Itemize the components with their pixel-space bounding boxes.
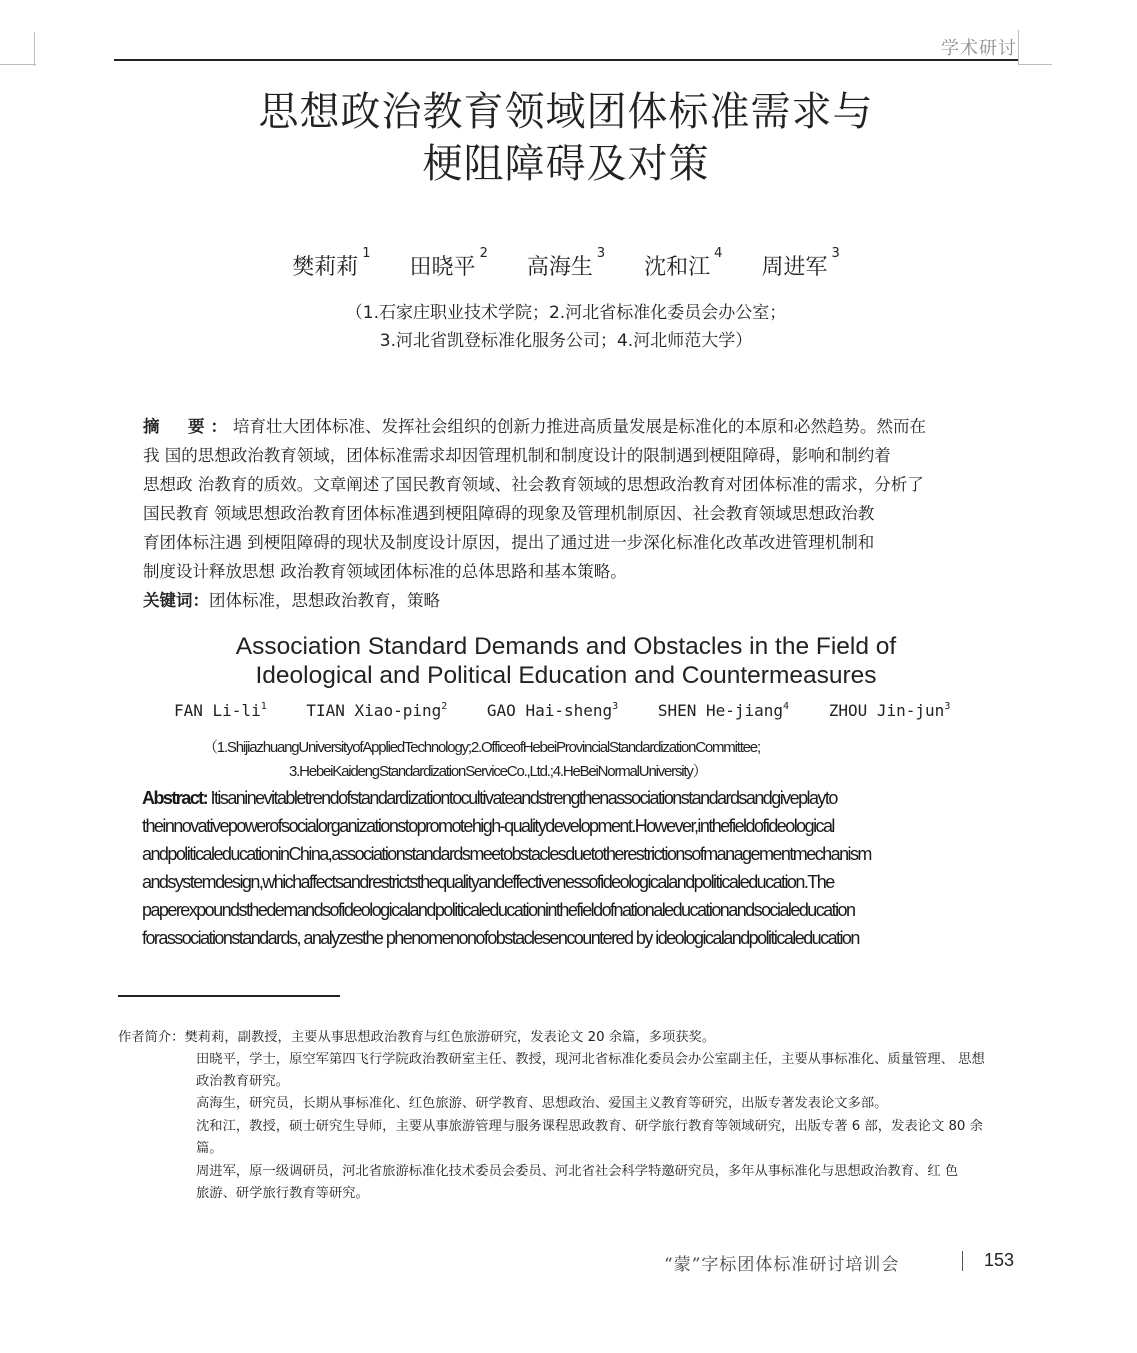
en-affiliation-line-2: 3.HebeiKaidengStandardizationServiceCo.,Ltd.;4.HeBeiNormalUniversity） (289, 763, 707, 780)
author-affiliation-mark: 4 (714, 246, 723, 261)
bio-entry: 沈和江，教授，硕士研究生导师，主要从事旅游管理与服务课程思政教育、研学旅行教育等领域研究，出版专著 6 部，发表论文 80 余 (196, 1119, 983, 1134)
author-name: 沈和江 (644, 255, 711, 280)
author (761, 246, 840, 281)
section-tag: 学术研讨 (941, 38, 1017, 59)
en-abstract-line: theinnovativepowerofsocialorganizationstopromotehigh-qualitydevelopment.However,inthefieldofideological (142, 816, 834, 836)
abstract-cn-line: 我 国的思想政治教育领域，团体标准需求却因管理机制和制度设计的限制遇到梗阻障碍，影响和制约着 (143, 446, 891, 465)
abstract-cn-label: 摘 要： (143, 417, 233, 436)
bio-entry: 篇。 (196, 1141, 223, 1156)
en-author-list (174, 701, 980, 720)
en-title-line-2: Ideological and Political Education and Countermeasures (255, 662, 877, 689)
author (409, 246, 488, 281)
author-name: 樊莉莉 (292, 255, 359, 280)
abstract-cn-line: 国民教育 领域思想政治教育团体标准遇到梗阻障碍的现象及管理机制原因、社会教育领域思想政治教 (143, 504, 875, 523)
affiliation-line-2: 3.河北省凯登标准化服务公司；4.河北师范大学） (379, 331, 753, 351)
bio-label: 作者简介： (118, 1030, 185, 1045)
page-number: 153 (984, 1250, 1015, 1270)
footer-separator (962, 1251, 963, 1271)
en-abstract-line: andsystemdesign,whichaffectsandrestrictsthequalityandeffectivenessofideologicalandpoliticaleducation.The (142, 872, 834, 892)
crop-mark-left (34, 32, 35, 66)
en-title-line-1: Association Standard Demands and Obstacles in the Field of (235, 633, 897, 660)
en-affiliation-line-1: （1.ShijiazhuangUniversityofAppliedTechnology;2.OfficeofHebeiProvincialStandardizationCommittee; (203, 739, 760, 756)
keywords (143, 587, 440, 611)
author (526, 246, 606, 281)
abstract-cn-line: 育团体标注遇 到梗阻障碍的现状及制度设计原因，提出了通过进一步深化标准化改革改进管理机制和 (143, 533, 875, 552)
en-author: ZHOU Jin-jun$^3$ (828, 701, 951, 720)
crop-mark-right (1018, 30, 1019, 64)
bio-entry: 政治教育研究。 (196, 1074, 290, 1089)
abstract-cn (143, 412, 1003, 586)
en-author: FAN $Li-li^1$ (174, 701, 267, 720)
author-name: 田晓平 (409, 255, 476, 280)
bio-entry: 作者简介：樊莉莉，副教授，主要从事思想政治教育与红色旅游研究，发表论文 20 余篇，多项获奖。 (118, 1030, 716, 1045)
author-list (114, 246, 1018, 281)
en-abstract (142, 784, 1002, 952)
abstract-cn-line: 制度设计释放思想 政治教育领域团体标准的总体思路和基本策略。 (143, 562, 627, 581)
affiliation-line-1: （1.石家庄职业技术学院；2.河北省标准化委员会办公室； (345, 303, 787, 323)
abstract-cn-line: 思想政 治教育的质效。文章阐述了国民教育领域、社会教育领域的思想政治教育对团体标准的需求，分析了 (143, 475, 924, 494)
author-name: 高海生 (526, 255, 593, 280)
en-abstract-line: andpoliticaleducationinChina,associationstandardsmeetobstaclesduetotherestrictionsofmanagementmechanism (142, 844, 871, 864)
en-abstract-line: paperexpoundsthedemandsofideologicalandpoliticaleducationinthefieldofnationaleducationandsocialeducation (142, 900, 855, 920)
bio-entry: 周进军，原一级调研员，河北省旅游标准化技术委员会委员、河北省社会科学特邀研究员，多年从事标准化与思想政治教育、红 色 (196, 1164, 959, 1179)
title-line-2: 梗阻障碍及对策 (422, 141, 710, 187)
author-affiliation-mark: 1 (362, 246, 371, 261)
bio-entry: 高海生，研究员，长期从事标准化、红色旅游、研学教育、思想政治、爱国主义教育等研究，出版专著发表论文多部。 (196, 1096, 888, 1111)
author (644, 246, 723, 281)
keywords-text: 团体标准，思想政治教育，策略 (209, 591, 440, 610)
keywords-label: 关键词： (143, 591, 209, 610)
footnote-rule (118, 995, 340, 997)
author-name: 周进军 (761, 255, 828, 280)
author (292, 246, 371, 281)
en-abstract-label: Abstract: (142, 788, 208, 808)
crop-mark-left-h (0, 64, 36, 65)
en-abstract-line: forassociationstandards, analyzesthe phenomenonofobstaclesencountered by ideologicalandpoliticaleducation (142, 928, 859, 948)
en-author: SHEN He-jiang$^4$ (657, 701, 790, 720)
journal-name: “蒙”字标团体标准研讨培训会 (664, 1255, 900, 1275)
en-author: TIAN Xiao-ping$^2$ (306, 701, 448, 720)
abstract-cn-line: 摘 要：培育壮大团体标准、发挥社会组织的创新力推进高质量发展是标准化的本原和必然趋势。然而在 (143, 417, 926, 436)
title-line-1: 思想政治教育领域团体标准需求与 (258, 89, 874, 135)
author-affiliation-mark: 3 (831, 246, 840, 261)
author-affiliation-mark: 2 (479, 246, 488, 261)
header-rule (114, 59, 1018, 61)
bio-entry: 旅游、研学旅行教育等研究。 (196, 1186, 369, 1201)
author-affiliation-mark: 3 (596, 246, 606, 261)
en-author: GAO Hai-sheng$^3$ (486, 701, 619, 720)
bio-entry: 田晓平，学士，原空军第四飞行学院政治教研室主任、教授，现河北省标准化委员会办公室副主任，主要从事标准化、质量管理、 思想 (196, 1052, 985, 1067)
en-abstract-line: Abstract: Itisaninevitabletrendofstandardizationtocultivateandstrengthenassociationstandardsandgiveplayto (142, 788, 837, 808)
crop-mark-right-h (1018, 64, 1052, 65)
